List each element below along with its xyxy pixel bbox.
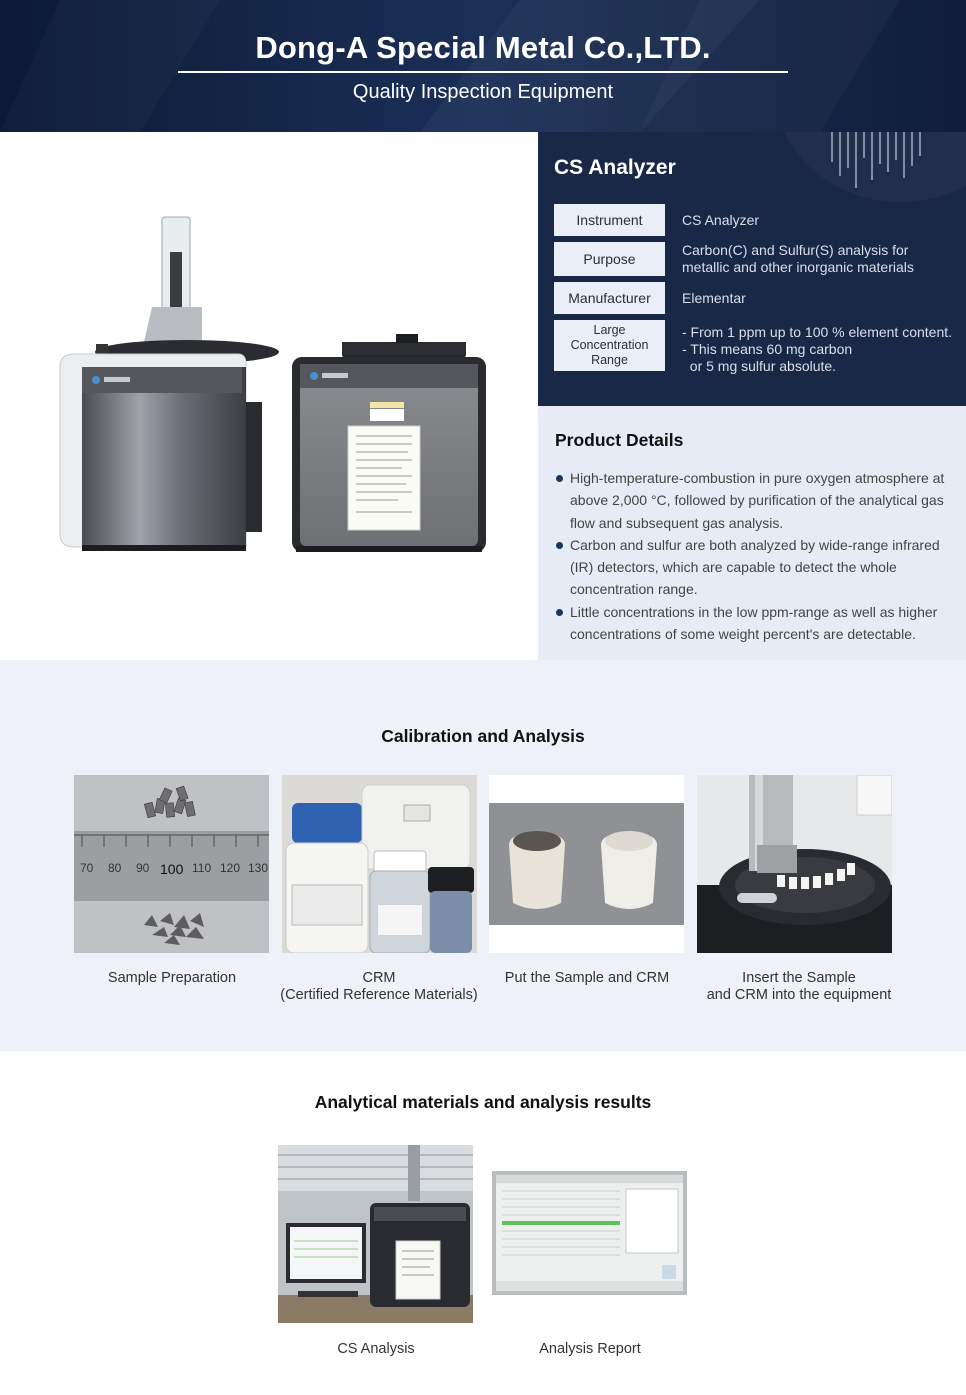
spec-key: Instrument [554, 204, 665, 236]
result-caption: CS Analysis [337, 1341, 415, 1357]
report-screen-photo [492, 1145, 687, 1323]
ruler-label: 120 [220, 861, 241, 875]
results-title: Analytical materials and analysis results [314, 1092, 652, 1112]
ruler-label: 80 [108, 861, 122, 875]
details-title: Product Details [555, 430, 684, 450]
title-divider [178, 71, 788, 73]
spec-value [682, 242, 962, 276]
spec-value-line: metallic and other inorganic materials [682, 259, 914, 275]
caption-line: (Certified Reference Materials) [280, 987, 478, 1003]
crm-bottles-photo [282, 775, 477, 953]
step-caption [467, 970, 707, 987]
detail-item: Carbon and sulfur are both analyzed by wide-range infrared (IR) detectors, which are capable to detect the whole concentration range. [555, 534, 957, 601]
step-caption [259, 970, 499, 1004]
cs-analyzer-machines-photo [52, 212, 492, 557]
analyzer-workstation-photo [278, 1145, 473, 1323]
calibration-section [0, 660, 966, 1051]
results-section [0, 1051, 966, 1395]
spec-key-line: Large [593, 323, 626, 337]
caption-line: Insert the Sample [742, 970, 856, 986]
spec-key [554, 320, 665, 371]
calibration-title: Calibration and Analysis [381, 726, 585, 746]
step-caption [679, 970, 919, 1004]
barcode-decoration-icon [830, 132, 925, 190]
spec-value-line: CS Analyzer [682, 211, 760, 228]
product-section [0, 132, 966, 660]
caption-line: Put the Sample and CRM [504, 970, 670, 986]
product-details-panel [538, 406, 966, 660]
ruler-label: 130 [248, 861, 269, 875]
ruler-label: 100 [160, 861, 184, 877]
spec-value-line: Elementar [682, 289, 746, 306]
ruler-label: 90 [136, 861, 150, 875]
spec-value [682, 324, 962, 375]
step-caption [52, 970, 292, 987]
page-subtitle: Quality Inspection Equipment [352, 81, 614, 103]
spec-value-line: Carbon(C) and Sulfur(S) analysis for [682, 242, 909, 258]
caption-line: CRM [362, 970, 396, 986]
spec-value [682, 282, 962, 314]
company-title: Dong-A Special Metal Co.,LTD. [255, 30, 711, 65]
caption-line: Sample Preparation [107, 970, 237, 986]
ruler-label: 110 [192, 861, 212, 875]
sample-chips-ruler-photo [74, 775, 269, 953]
spec-key-line: Range [591, 353, 628, 367]
spec-value-line: or 5 mg sulfur absolute. [682, 358, 837, 374]
result-caption: Analysis Report [539, 1341, 641, 1357]
spec-value-line: - This means 60 mg carbon [682, 341, 853, 357]
spec-key: Purpose [554, 242, 665, 276]
details-list [555, 467, 957, 645]
detail-item: Little concentrations in the low ppm-range as well as higher concentrations of some weight percent's are detectable. [555, 601, 957, 646]
detail-item: High-temperature-combustion in pure oxygen atmosphere at above 2,000 °C, followed by purification of the analytical gas flow and subsequent gas analysis. [555, 467, 957, 534]
header-background-texture [0, 0, 966, 132]
spec-value [682, 204, 962, 236]
page-header [0, 0, 966, 132]
ruler-label: 70 [80, 861, 94, 875]
product-name: CS Analyzer [554, 156, 676, 179]
spec-key-line: Concentration [570, 338, 649, 352]
spec-value-line: - From 1 ppm up to 100 % element content. [682, 324, 953, 340]
caption-line: and CRM into the equipment [706, 987, 892, 1003]
spec-key: Manufacturer [554, 282, 665, 314]
spec-panel [538, 132, 966, 406]
crucibles-photo [489, 775, 684, 953]
autosampler-photo [697, 775, 892, 953]
